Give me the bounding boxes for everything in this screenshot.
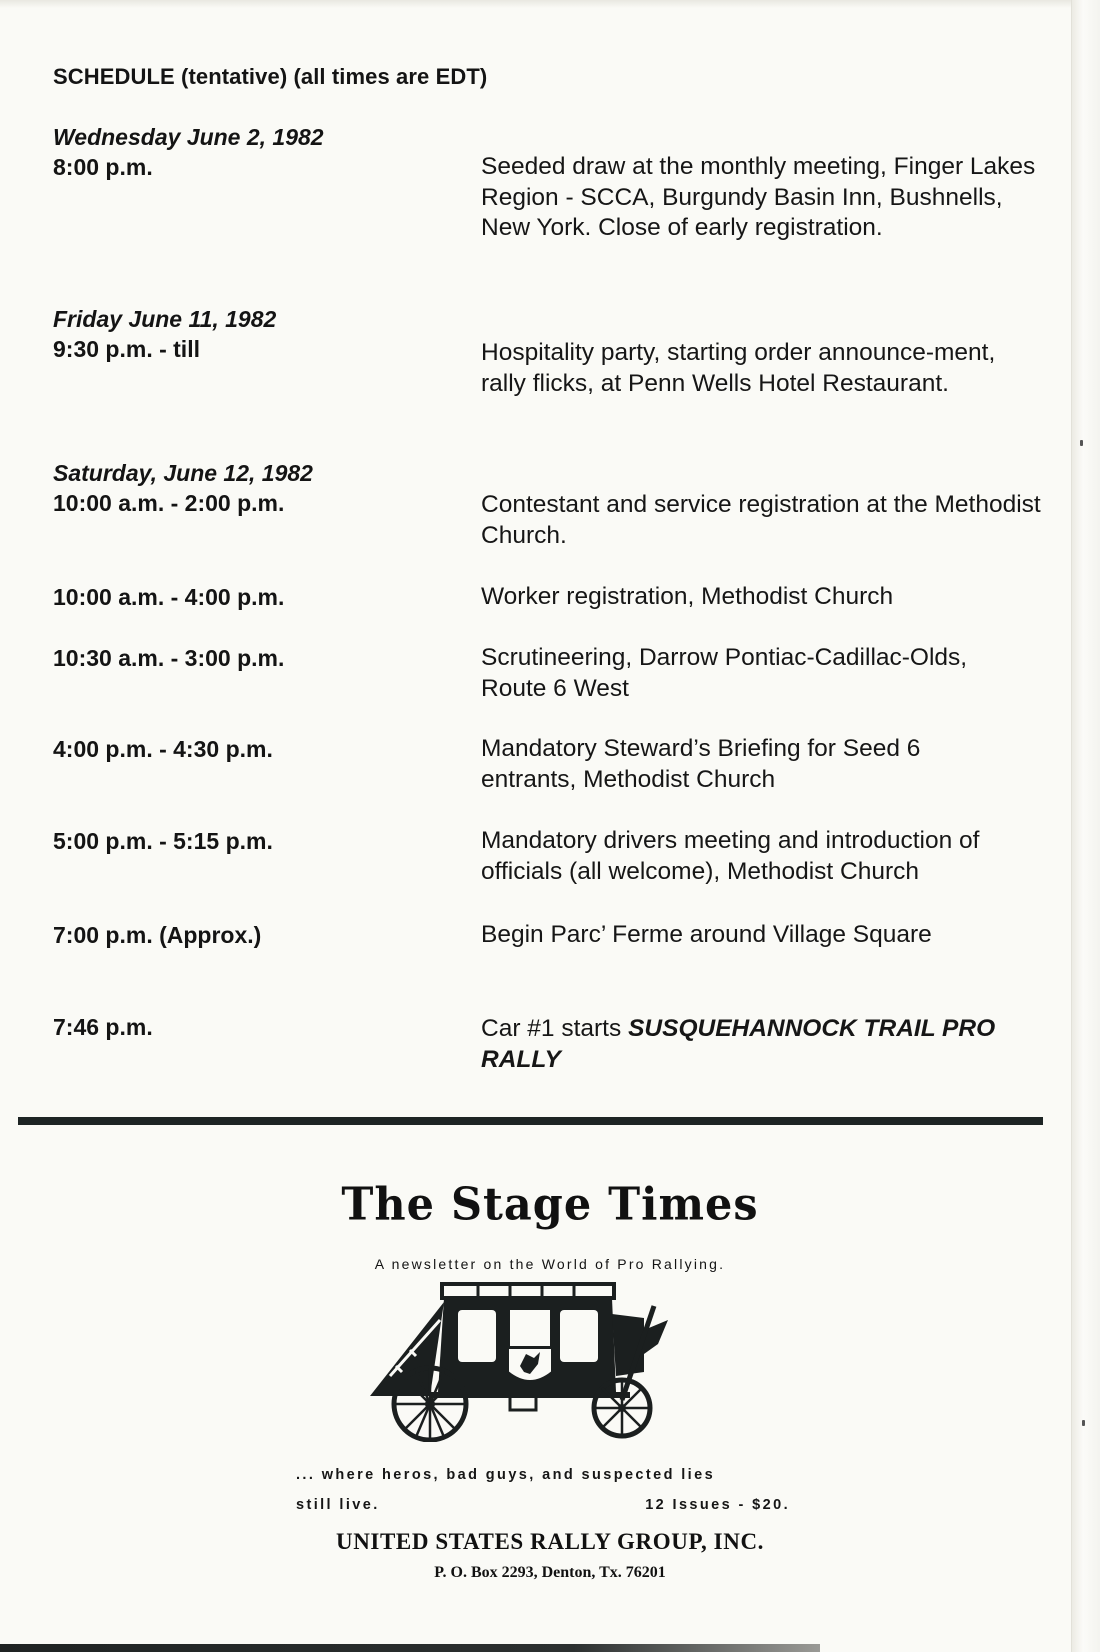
rear-wheel: [394, 1368, 466, 1440]
event-description: Worker registration, Methodist Church: [481, 583, 894, 610]
motto-line-1: ... where heros, bad guys, and suspected lies: [296, 1467, 716, 1483]
rally-name: SUSQUEHANNOCK TRAIL PRO RALLY: [481, 1015, 996, 1073]
event-description-prefix: Car #1 starts: [481, 1015, 629, 1042]
day-heading: Saturday, June 12, 1982: [53, 460, 313, 486]
event-description: Seeded draw at the monthly meeting, Finger Lakes Region - SCCA, Burgundy Basin Inn, Bushnells, New York. Close of early registration.: [481, 153, 1036, 241]
scan-speck: [1082, 1420, 1085, 1426]
section-divider: [18, 1117, 1043, 1125]
day-block-friday: [53, 304, 1053, 334]
company-address: P. O. Box 2293, Denton, Tx. 76201: [434, 1564, 666, 1581]
event-time: 4:00 p.m. - 4:30 p.m.: [53, 736, 273, 762]
company-name: UNITED STATES RALLY GROUP, INC.: [335, 1529, 765, 1554]
event-time: 10:00 a.m. - 4:00 p.m.: [53, 584, 285, 610]
day-heading: Friday June 11, 1982: [53, 306, 277, 332]
motto-line-2: [296, 1497, 790, 1513]
schedule-heading: SCHEDULE (tentative) (all times are EDT): [53, 64, 488, 89]
day-block-saturday: [53, 458, 1053, 488]
event-description: Mandatory Steward’s Briefing for Seed 6 entrants, Methodist Church: [481, 735, 921, 793]
event-time: 10:00 a.m. - 2:00 p.m.: [53, 490, 285, 516]
event-time: 9:30 p.m. - till: [53, 336, 200, 362]
event-time: 7:00 p.m. (Approx.): [53, 922, 262, 948]
stagecoach-illustration-icon: [360, 1280, 680, 1442]
event-description: Mandatory drivers meeting and introduction of officials (all welcome), Methodist Church: [481, 827, 980, 885]
front-wheel: [594, 1380, 650, 1436]
motto-line-2-text: still live.: [296, 1497, 380, 1513]
scan-speck: [1080, 440, 1083, 446]
subscription-price: 12 Issues - $20.: [645, 1497, 790, 1513]
masthead-title: The Stage Times: [341, 1178, 759, 1232]
event-time: 5:00 p.m. - 5:15 p.m.: [53, 828, 273, 854]
page-top-shadow: [0, 0, 1100, 8]
event-description: Contestant and service registration at the Methodist Church.: [481, 491, 1041, 549]
event-time: 8:00 p.m.: [53, 154, 153, 180]
event-description: Begin Parc’ Ferme around Village Square: [481, 921, 932, 948]
tagline: A newsletter on the World of Pro Rallying.: [374, 1256, 726, 1272]
event-description: Scrutineering, Darrow Pontiac-Cadillac-Olds, Route 6 West: [481, 644, 968, 702]
event-description: [481, 1014, 1021, 1075]
event-time: 10:30 a.m. - 3:00 p.m.: [53, 645, 285, 671]
event-description: Hospitality party, starting order announce-ment, rally flicks, at Penn Wells Hotel Restaurant.: [481, 339, 996, 397]
day-block-wednesday: [53, 122, 1053, 152]
page-binding-edge: [1071, 0, 1100, 1652]
event-time: 7:46 p.m.: [53, 1014, 153, 1040]
page-bottom-edge: [0, 1644, 820, 1652]
day-heading: Wednesday June 2, 1982: [53, 124, 324, 150]
